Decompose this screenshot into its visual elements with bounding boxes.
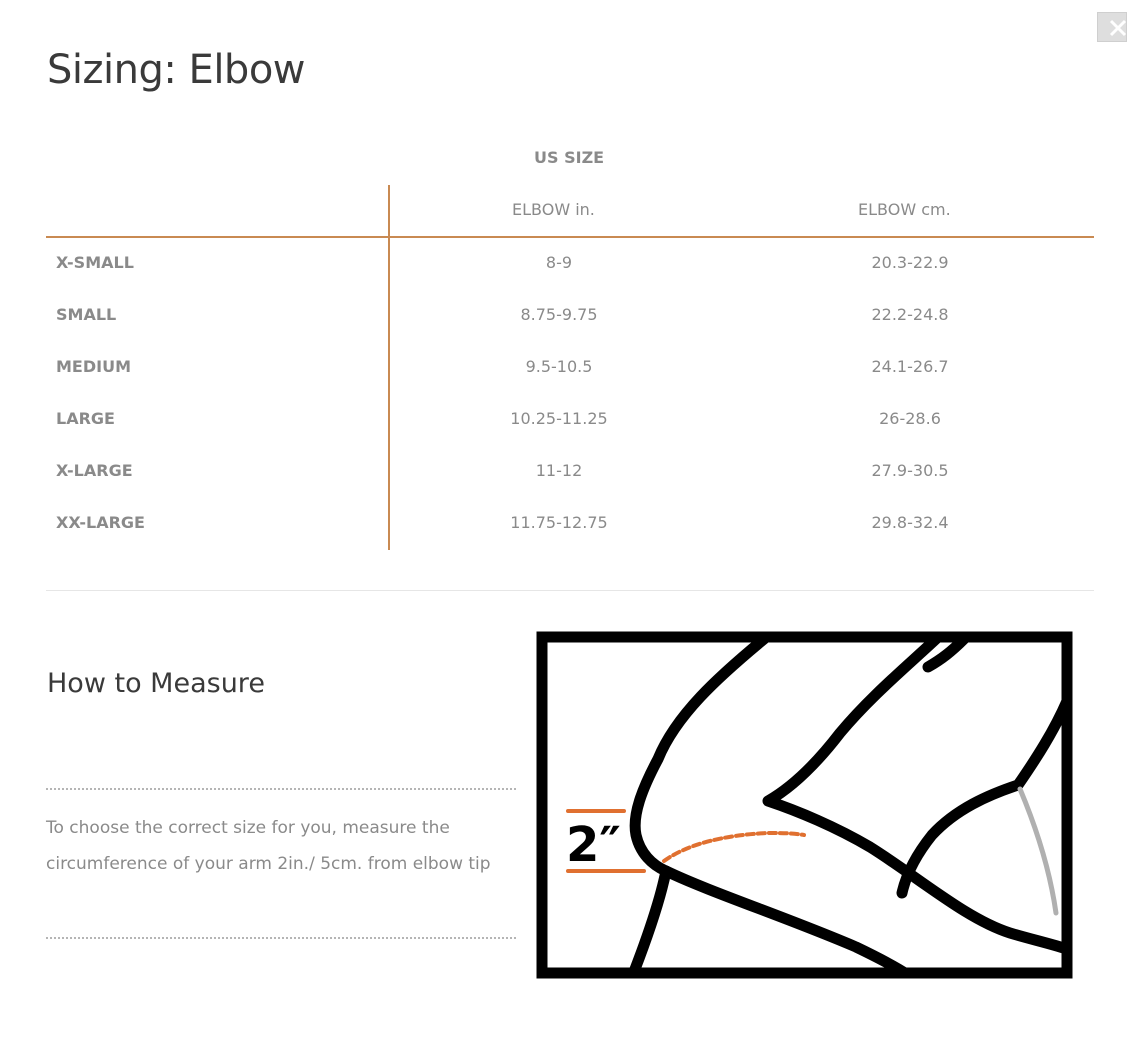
size-inches: 8.75-9.75 [520, 305, 598, 324]
page-title: Sizing: Elbow [47, 47, 306, 93]
size-cm: 26-28.6 [879, 409, 941, 428]
table-row [0, 508, 1138, 538]
size-inches: 11.75-12.75 [510, 513, 608, 532]
column-header-elbow-in: ELBOW in. [512, 200, 595, 219]
skin-line [1020, 789, 1056, 913]
hand-outline [902, 701, 1067, 893]
size-label: SMALL [56, 305, 117, 324]
measure-label: 2″ [566, 817, 621, 873]
table-row [0, 300, 1138, 330]
size-label: X-SMALL [56, 253, 134, 272]
table-row [0, 248, 1138, 278]
size-inches: 9.5-10.5 [525, 357, 593, 376]
size-inches: 11-12 [535, 461, 583, 480]
close-button[interactable] [1097, 12, 1127, 42]
size-inches: 8-9 [545, 253, 573, 272]
us-size-header: US SIZE [534, 148, 605, 167]
how-to-measure-title: How to Measure [47, 668, 265, 699]
size-label: LARGE [56, 409, 115, 428]
arm-outline-lower [666, 871, 908, 975]
table-row [0, 352, 1138, 382]
section-divider [46, 590, 1094, 591]
close-icon [1104, 14, 1132, 42]
size-cm: 24.1-26.7 [871, 357, 949, 376]
arm-outline-under [632, 871, 666, 977]
dotted-divider-top [46, 788, 516, 790]
measure-instructions: To choose the correct size for you, measure the circumference of your arm 2in./ 5cm. from elbow tip [46, 818, 491, 874]
size-label: XX-LARGE [56, 513, 145, 532]
arm-outline-upper [635, 639, 764, 871]
header-divider [46, 236, 1094, 238]
size-label: X-LARGE [56, 461, 133, 480]
size-cm: 20.3-22.9 [871, 253, 949, 272]
measure-dashed-line [664, 833, 804, 861]
dotted-divider-bottom [46, 937, 516, 939]
elbow-measure-illustration [536, 631, 1073, 979]
table-row [0, 456, 1138, 486]
table-row [0, 404, 1138, 434]
size-cm: 22.2-24.8 [871, 305, 949, 324]
size-label: MEDIUM [56, 357, 131, 376]
size-cm: 29.8-32.4 [871, 513, 949, 532]
column-header-elbow-cm: ELBOW cm. [858, 200, 951, 219]
size-inches: 10.25-11.25 [510, 409, 608, 428]
size-cm: 27.9-30.5 [871, 461, 949, 480]
